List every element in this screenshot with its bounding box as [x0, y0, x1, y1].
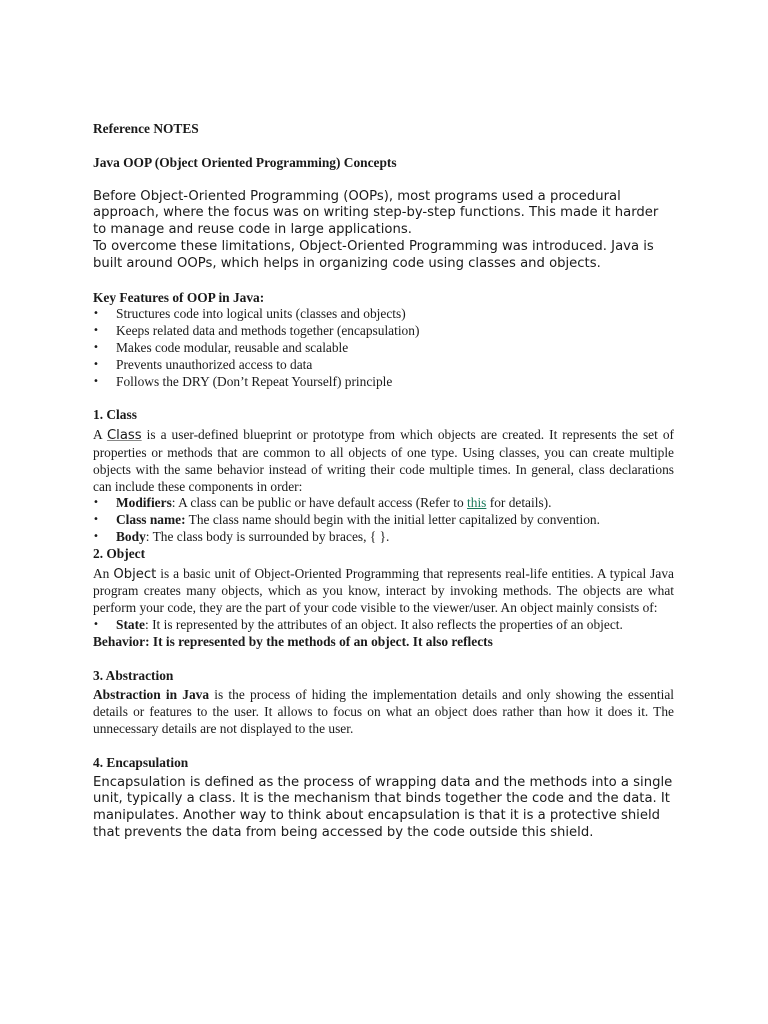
list-item: • Class name: The class name should begin with the initial letter capitalized by convention. — [93, 512, 674, 529]
key-features-list — [93, 306, 674, 390]
class-text: is a user-defined blueprint or prototype from which objects are created. It represents the set of properties or methods that are common to all objects of one type. Using classes, you can create multiple objects with the same behavior instead of writing their code multiple times. In general, class declarations can include these components in order: — [93, 427, 674, 494]
object-heading: 2. Object — [93, 545, 146, 561]
page-title: Java OOP (Object Oriented Programming) Concepts — [93, 154, 397, 170]
class-paragraph — [93, 427, 674, 495]
key-features-heading: Key Features of OOP in Java: — [93, 289, 265, 305]
object-term: Object — [113, 566, 157, 582]
abstraction-heading: 3. Abstraction — [93, 667, 174, 683]
abstraction-term: Abstraction in Java — [93, 687, 210, 703]
class-heading: 1. Class — [93, 407, 137, 423]
class-lead: A — [93, 427, 102, 443]
object-components-list — [93, 617, 674, 634]
list-item: • Follows the DRY (Don’t Repeat Yourself) principle — [93, 374, 674, 391]
encapsulation-paragraph: Encapsulation is defined as the process of wrapping data and the methods into a single unit, typically a class. It is the mechanism that binds together the code and the data. It manipulates. Another way to think about encapsulation is that it is a protective shield that prevents the data from being accessed by the code outside this shield. — [93, 774, 673, 840]
list-item: • Keeps related data and methods together (encapsulation) — [93, 323, 674, 340]
class-term: Class — [106, 428, 142, 444]
object-paragraph: An Object is a basic unit of Object-Oriented Programming that represents real-life entities. A typical Java program creates many objects, which as you know, interact by invoking methods. The objects are what perform your code, they are the part of your code visible to the viewer/user. An object mainly consists of: — [93, 565, 674, 616]
class-components-list — [93, 495, 674, 545]
intro-paragraph-1: Before Object-Oriented Programming (OOPs), most programs used a procedural approach, where the focus was on writing step-by-step functions. This made it harder to manage and reuse code in large applications. — [93, 188, 659, 238]
state-term: State — [116, 616, 146, 632]
list-item: • Body: The class body is surrounded by braces, { }. — [93, 529, 674, 546]
behavior-line: Behavior: It is represented by the methods of an object. It also reflects — [93, 633, 493, 649]
list-item: • Modifiers: A class can be public or have default access (Refer to this for details). — [93, 495, 674, 512]
list-item: • Prevents unauthorized access to data — [93, 357, 674, 374]
document-content — [93, 121, 674, 842]
intro-paragraph-2: To overcome these limitations, Object-Oriented Programming was introduced. Java is built around OOPs, which helps in organizing code using classes and objects. — [93, 238, 654, 271]
class-name-term: Class name: — [116, 512, 186, 528]
encapsulation-heading: 4. Encapsulation — [93, 754, 189, 770]
list-item: • Structures code into logical units (classes and objects) — [93, 306, 674, 323]
abstraction-paragraph: Abstraction in Java is the process of hiding the implementation details and only showing the essential details or features to the user. It allows to focus on what an object does rather than how it does it. The unnecessary details are not displayed to the user. — [93, 687, 674, 736]
this-link[interactable]: this — [467, 495, 487, 511]
modifiers-term: Modifiers — [116, 495, 172, 511]
list-item: • State: It is represented by the attributes of an object. It also reflects the properties of an object. — [93, 617, 674, 634]
reference-label: Reference NOTES — [93, 121, 199, 136]
list-item: • Makes code modular, reusable and scalable — [93, 340, 674, 357]
body-term: Body — [116, 528, 146, 544]
